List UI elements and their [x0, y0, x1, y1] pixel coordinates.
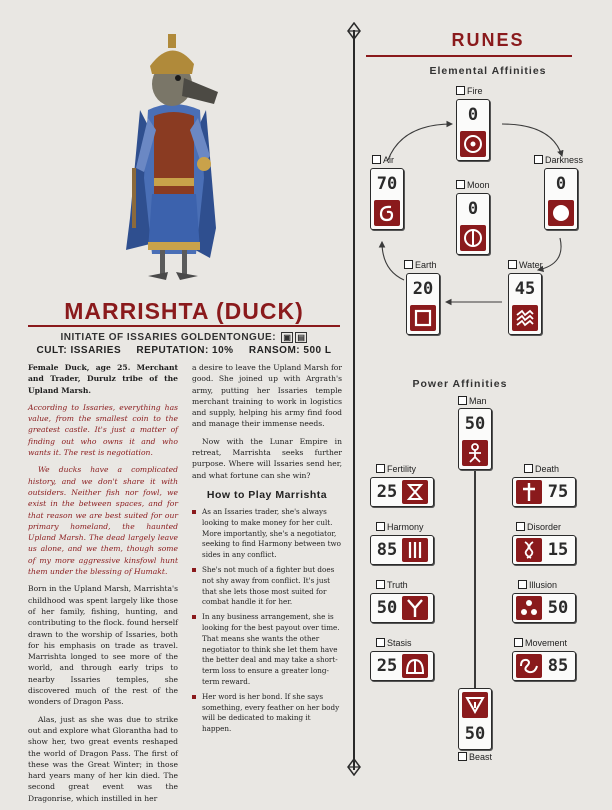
- rune-checkbox[interactable]: [518, 580, 527, 589]
- disorder-rune-icon: [516, 538, 542, 562]
- rune-checkbox[interactable]: [456, 86, 465, 95]
- rune-value: 20: [412, 279, 434, 299]
- rune-card-truth: [370, 593, 434, 623]
- rune-card-illusion: [512, 593, 576, 623]
- rune-value: 25: [376, 482, 398, 502]
- rune-label-earth[interactable]: Earth: [404, 260, 437, 270]
- fire-rune-icon: [460, 131, 486, 157]
- rune-label-stasis[interactable]: Stasis: [376, 638, 412, 648]
- rune-card-beast: [458, 688, 492, 750]
- air-rune-icon: [374, 200, 400, 226]
- rune-value: 50: [547, 598, 569, 618]
- rune-label-fertility[interactable]: Fertility: [376, 464, 416, 474]
- rune-value: 0: [467, 199, 479, 219]
- ransom-stat: RANSOM: 500 L: [248, 345, 332, 356]
- power-connector: [474, 466, 476, 688]
- character-name: MARRISHTA (DUCK): [64, 298, 304, 324]
- rune-card-moon: [456, 193, 490, 255]
- death-rune-icon: [516, 480, 542, 504]
- rune-card-harmony: [370, 535, 434, 565]
- rune-checkbox[interactable]: [458, 396, 467, 405]
- rune-checkbox[interactable]: [376, 580, 385, 589]
- rune-card-fire: [456, 99, 490, 161]
- rune-card-air: [370, 168, 404, 230]
- rune-value: 85: [376, 540, 398, 560]
- rune-checkbox[interactable]: [508, 260, 517, 269]
- list-item: She's not much of a fighter but does not shy away from conflict. It's just that she lets those most suited for combat handle it for her.: [192, 565, 342, 608]
- rune-label-death[interactable]: Death: [524, 464, 559, 474]
- elemental-affinities-title: Elemental Affinities: [429, 65, 547, 77]
- rune-label-man[interactable]: Man: [458, 396, 487, 406]
- rune-label-water[interactable]: Water: [508, 260, 543, 270]
- rune-card-earth: [406, 273, 440, 335]
- rune-checkbox[interactable]: [524, 464, 533, 473]
- body-paragraph: Now with the Lunar Empire in retreat, Marrishta seeks further purpose. Where will Issaries send her, and what fortune can she win?: [192, 436, 342, 480]
- rune-checkbox[interactable]: [534, 155, 543, 164]
- rune-card-darkness: [544, 168, 578, 230]
- how-to-play-heading: How to Play Marrishta: [206, 488, 328, 501]
- rune-checkbox[interactable]: [516, 522, 525, 531]
- beast-rune-icon: [462, 692, 488, 718]
- rune-checkbox[interactable]: [376, 638, 385, 647]
- character-quote: According to Issaries, everything has value, from the smallest coin to the greatest castle. It's just a matter of finding out who owns it and who wants it. The rest is negotiation.: [28, 402, 178, 458]
- list-item: As an Issaries trader, she's always looking to make money for her cult. More importantly, she's a negotiator, seeking to find Harmony between two sides in any conflict.: [192, 507, 342, 561]
- duck-illustration: [118, 18, 228, 286]
- rune-checkbox[interactable]: [372, 155, 381, 164]
- rune-label-harmony[interactable]: Harmony: [376, 522, 424, 532]
- rune-card-fertility: [370, 477, 434, 507]
- runes-rule: [366, 55, 572, 57]
- list-item: Her word is her bond. If she says something, every feather on her body will be dedicated to making it happen.: [192, 692, 342, 735]
- movement-rune-icon: [516, 654, 542, 678]
- rune-checkbox[interactable]: [376, 522, 385, 531]
- cult-stat: CULT: ISSARIES: [36, 345, 122, 356]
- rune-label-darkness[interactable]: Darkness: [534, 155, 583, 165]
- rune-value: 25: [376, 656, 398, 676]
- rune-checkbox[interactable]: [404, 260, 413, 269]
- rune-label-truth[interactable]: Truth: [376, 580, 408, 590]
- body-paragraph: a desire to leave the Upland Marsh for good. She joined up with Argrath's army, putting her Issaries temple merchant training to work in logistics and supply, helping his army find food and manage their immense needs.: [192, 363, 342, 429]
- rune-value: 50: [376, 598, 398, 618]
- power-affinities-title: Power Affinities: [412, 378, 508, 390]
- rune-card-death: [512, 477, 576, 507]
- rune-value: 70: [376, 174, 398, 194]
- water-rune-icon: [512, 305, 538, 331]
- moon-rune-icon: [460, 225, 486, 251]
- runes-title: RUNES: [451, 30, 525, 50]
- text-column-2: [192, 362, 342, 739]
- how-to-play-list: [192, 507, 342, 735]
- rune-label-fire[interactable]: Fire: [456, 86, 483, 96]
- man-rune-icon: [462, 440, 488, 466]
- rune-value: 0: [555, 174, 567, 194]
- rune-card-water: [508, 273, 542, 335]
- column-divider: [353, 30, 355, 770]
- rune-checkbox[interactable]: [456, 180, 465, 189]
- rune-icon: ▣: [283, 333, 292, 342]
- rune-card-stasis: [370, 651, 434, 681]
- character-portrait: [118, 18, 228, 286]
- character-lead: Female Duck, age 25. Merchant and Trader, Durulz tribe of the Upland Marsh.: [28, 363, 178, 395]
- rune-label-moon[interactable]: Moon: [456, 180, 490, 190]
- reputation-stat: REPUTATION: 10%: [136, 345, 234, 356]
- rune-value: 75: [547, 482, 569, 502]
- body-paragraph: Alas, just as she was due to strike out and explore what Glorantha had to show her, two great events reshaped the world of Dragon Pass. The first of these was the Great Winter; in those hard years many of her kin died. The second great event was the Dragonrise, which instilled in her: [28, 714, 178, 803]
- rune-checkbox[interactable]: [376, 464, 385, 473]
- harmony-rune-icon: [402, 538, 428, 562]
- text-column-1: [28, 362, 178, 810]
- rune-label-movement[interactable]: Movement: [514, 638, 567, 648]
- fertility-rune-icon: [402, 480, 428, 504]
- rune-card-movement: [512, 651, 576, 681]
- character-stats: [28, 345, 340, 356]
- illusion-rune-icon: [516, 596, 542, 620]
- earth-rune-icon: [410, 305, 436, 331]
- rune-icon: ▤: [297, 333, 306, 342]
- stasis-rune-icon: [402, 654, 428, 678]
- rune-label-air[interactable]: Air: [372, 155, 394, 165]
- list-item: In any business arrangement, she is looking for the best payout over time. That means she wants the other negotiator to think she let them have the better deal and may take a short-term loss to ensure a greater long-term reward.: [192, 612, 342, 688]
- rune-value: 85: [547, 656, 569, 676]
- rune-label-disorder[interactable]: Disorder: [516, 522, 561, 532]
- rune-value: 0: [467, 105, 479, 125]
- rune-value: 45: [514, 279, 536, 299]
- divider-ornament-icon: [346, 22, 362, 40]
- name-rule: [28, 325, 340, 327]
- character-title: [28, 332, 340, 343]
- rune-card-man: [458, 408, 492, 470]
- character-quote: We ducks have a complicated history, and we don't share it with outsiders. Neither fish nor fowl, we exist in the between spaces, and for that reason we are best suited for our primary homeland, the haunted Upland Marsh. The dead largely leave us alone, and we them, though some of my more aggressive kinsfowl hunt them under the blessing of Humakt.: [28, 465, 178, 577]
- rune-label-illusion[interactable]: Illusion: [518, 580, 557, 590]
- cult-title-text: INITIATE OF ISSARIES GOLDENTONGUE:: [60, 332, 277, 343]
- rune-value: 50: [464, 724, 486, 744]
- divider-ornament-icon: [346, 758, 362, 776]
- rune-label-beast[interactable]: Beast: [458, 752, 492, 762]
- rune-checkbox[interactable]: [514, 638, 523, 647]
- rune-value: 50: [464, 414, 486, 434]
- rune-value: 15: [547, 540, 569, 560]
- rune-card-disorder: [512, 535, 576, 565]
- body-paragraph: Born in the Upland Marsh, Marrishta's childhood was spent largely like those of her family, fishing, hunting, and contributing to the flock. found herself drawn to the worship of Issaries, both for his emphasis on trade as travel. Marrishta longed to see more of the world, and through early trips to nearby Issaries temples, she discovered much of the rest of the wonders of Dragon Pass.: [28, 584, 178, 707]
- darkness-rune-icon: [548, 200, 574, 226]
- truth-rune-icon: [402, 596, 428, 620]
- rune-checkbox[interactable]: [458, 752, 467, 761]
